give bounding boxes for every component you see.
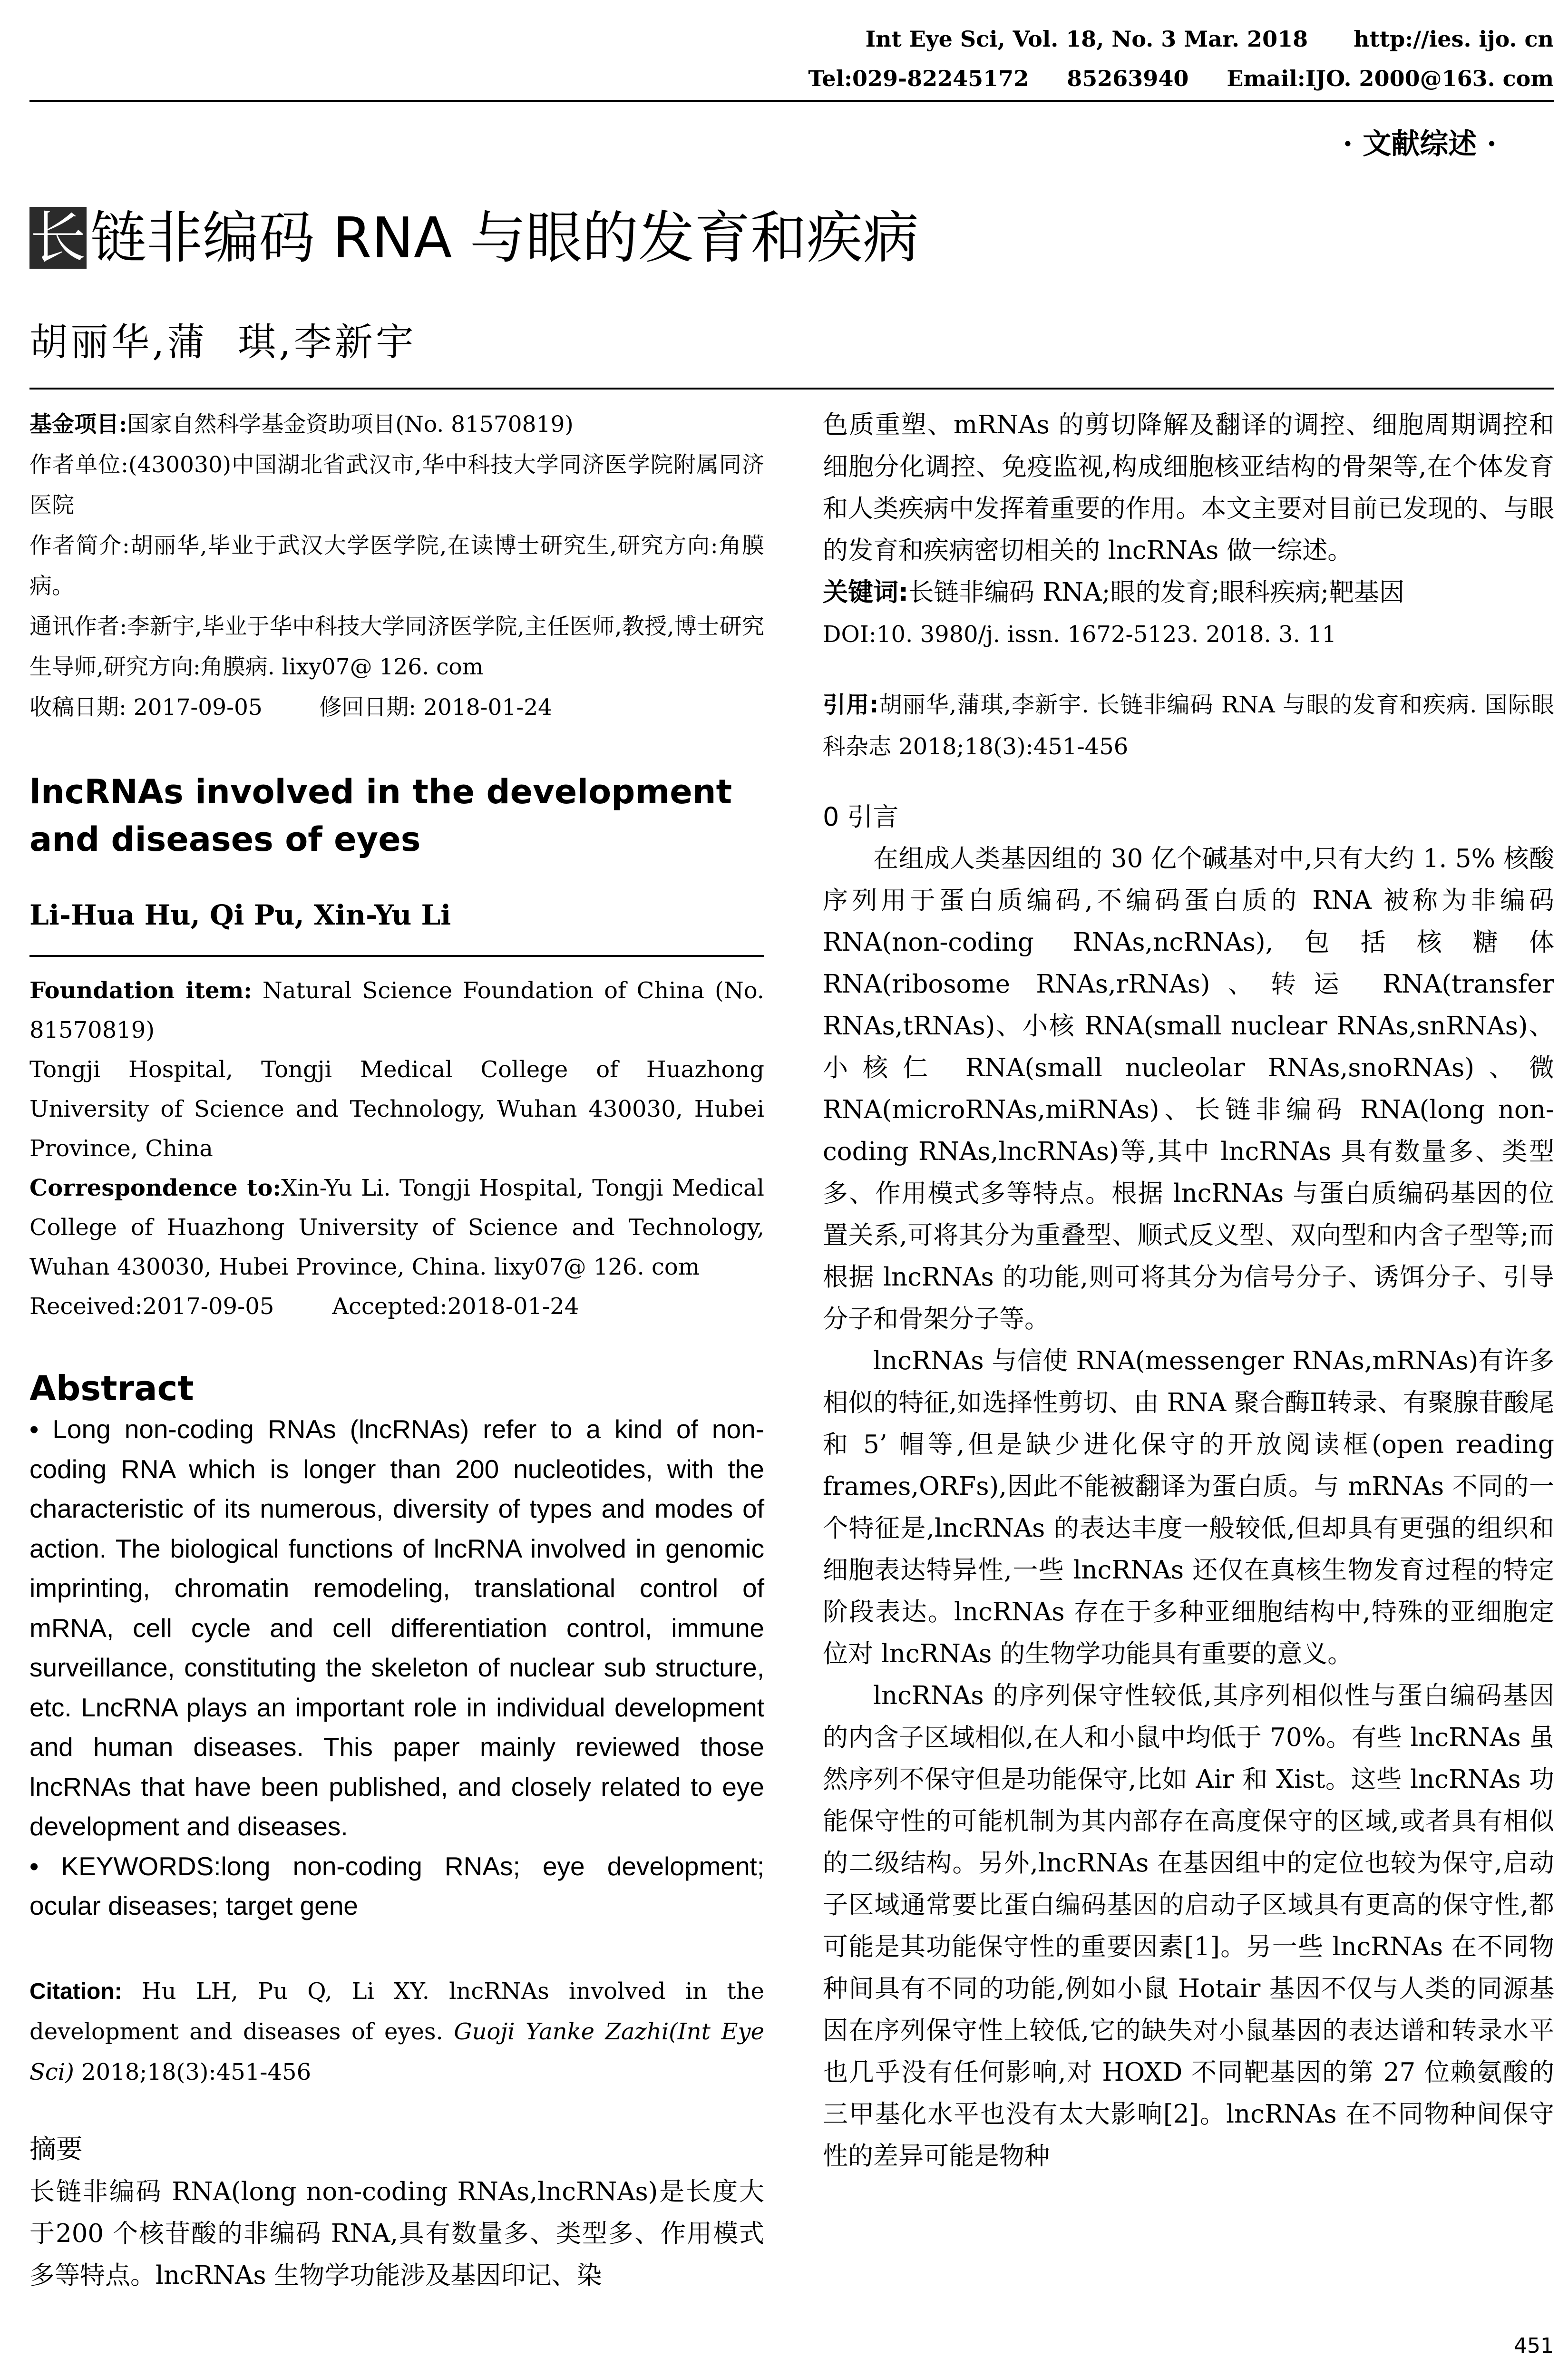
- title-rule: [29, 388, 1554, 390]
- english-info: [29, 971, 764, 1326]
- dates-cn: 收稿日期: 2017-09-05 修回日期: 2018-01-24: [29, 694, 553, 721]
- dates-en: Received:2017-09-05 Accepted:2018-01-24: [29, 1293, 579, 1320]
- abstract-heading: Abstract: [29, 1368, 194, 1408]
- header-rule: [29, 100, 1554, 102]
- left-column: [29, 404, 764, 2297]
- english-authors: Li-Hua Hu, Qi Pu, Xin-Yu Li: [29, 899, 451, 931]
- section-0-heading: 0 引言: [823, 802, 899, 832]
- doi: DOI:10. 3980/j. issn. 1672-5123. 2018. 3. 11: [823, 621, 1337, 648]
- correspondence-cn: 通讯作者:李新宇,毕业于华中科技大学同济医学院,主任医师,教授,博士研究生导师,研究方向:角膜病. lixy07@ 126. com: [29, 614, 764, 680]
- intro-paragraph-3: lncRNAs 的序列保守性较低,其序列相似性与蛋白编码基因的内含子区域相似,在人和小鼠中均低于 70%。有些 lncRNAs 虽然序列不保守但是功能保守,比如 Air 和 Xist。这些 lncRNAs 功能保守性的可能机制为其内部存在高度保守的区域,或者具有相似的二级结构。另外,lncRNAs 在基因组中的定位也较为保守,启动子区域通常要比蛋白编码基因的启动子区域具有更高的保守性,都可能是其功能保守性的重要因素[1]。另一些 lncRNAs 在不同物种间具有不同的功能,例如小鼠 Hotair 基因不仅与人类的同源基因在序列保守性上较低,它的缺失对小鼠基因的表达谱和转录水平也几乎没有任何影响,对 HOXD 不同靶基因的第 27 位赖氨酸的三甲基化水平也没有太大影响[2]。lncRNAs 在不同物种间保守性的差异可能是物种: [823, 1681, 1554, 2171]
- english-title: lncRNAs involved in the development and diseases of eyes: [29, 772, 732, 859]
- intro-paragraph-2: lncRNAs 与信使 RNA(messenger RNAs,mRNAs)有许多相似的特征,如选择性剪切、由 RNA 聚合酶Ⅱ转录、有聚腺苷酸尾和 5’ 帽等,但是缺少进化保守的开放阅读框(open reading frames,ORFs),因此不能被翻译为蛋白质。与 mRNAs 不同的一个特征是,lncRNAs 的表达丰度一般较低,但却具有更强的组织和细胞表达特异性,一些 lncRNAs 还仅在真核生物发育过程的特定阶段表达。lncRNAs 存在于多种亚细胞结构中,特殊的亚细胞定位对 lncRNAs 的生物学功能具有重要的意义。: [823, 1346, 1554, 1668]
- keywords-cn: 关键词:长链非编码 RNA;眼的发育;眼科疾病;靶基因: [823, 578, 1405, 607]
- foundation-cn: 基金项目:国家自然科学基金资助项目(No. 81570819): [29, 411, 574, 438]
- intro-paragraph-1: 在组成人类基因组的 30 亿个碱基对中,只有大约 1. 5% 核酸序列用于蛋白质编码,不编码蛋白质的 RNA 被称为非编码 RNA(non-coding RNAs,ncRNAs),包括核糖体 RNA(ribosome RNAs,rRNAs)、转运 RNA(transfer RNAs,tRNAs)、小核 RNA(small nuclear RNAs,snRNAs)、小核仁 RNA(small nucleolar RNAs,snoRNAs)、微 RNA(microRNAs,miRNAs)、长链非编码 RNA(long non-coding RNAs,lncRNAs)等,其中 lncRNAs 具有数量多、类型多、作用模式多等特点。根据 lncRNAs 与蛋白质编码基因的位置关系,可将其分为重叠型、顺式反义型、双向型和内含子型等;而根据 lncRNAs 的功能,则可将其分为信号分子、诱饵分子、引导分子和骨架分子等。: [823, 844, 1554, 1334]
- page-number: 451: [1514, 2334, 1554, 2358]
- title-rest: 链非编码 RNA 与眼的发育和疾病: [90, 205, 919, 271]
- journal-header: [0, 0, 1568, 102]
- citation-en: Citation: Hu LH, Pu Q, Li XY. lncRNAs involved in the development and diseases of eyes. Guoji Yanke Zazhi(Int Eye Sci) 2018;18(3):451-456: [29, 1978, 765, 2085]
- authors-cn: 胡丽华,蒲 琪,李新宇: [29, 320, 417, 364]
- foundation-en: Foundation item: Natural Science Foundation of China (No. 81570819): [29, 977, 765, 1043]
- correspondence-en: Correspondence to:Xin-Yu Li. Tongji Hospital, Tongji Medical College of Huazhong University of Science and Technology, Wuhan 430030, Hubei Province, China. lixy07@ 126. com: [29, 1175, 764, 1280]
- journal-header-line-2: Tel:029-82245172 85263940 Email:IJO. 2000@163. com: [808, 66, 1554, 91]
- cn-abstract-heading: 摘要: [29, 2133, 83, 2165]
- bio-cn: 作者简介:胡丽华,毕业于武汉大学医学院,在读博士研究生,研究方向:角膜病。: [29, 533, 764, 599]
- abstract-body: • Long non-coding RNAs (lncRNAs) refer to a kind of non-coding RNA which is longer than 200 nucleotides, with the characteristic of its numerous, diversity of types and modes of action. The biological functions of lncRNA involved in genomic imprinting, chromatin remodeling, translational control of mRNA, cell cycle and cell differentiation control, immune surveillance, constituting the skeleton of nuclear sub structure, etc. LncRNA plays an important role in individual development and human diseases. This paper mainly reviewed those lncRNAs that have been published, and closely related to eye development and diseases.: [29, 1414, 764, 1841]
- title-first-char: 长: [29, 205, 86, 271]
- journal-header-line-1: Int Eye Sci, Vol. 18, No. 3 Mar. 2018 http://ies. ijo. cn: [865, 26, 1554, 52]
- author-rule: [29, 955, 764, 957]
- right-column: [823, 404, 1554, 2177]
- affiliation-en: Tongji Hospital, Tongji Medical College of Huazhong University of Science and Technology, Wuhan 430030, Hubei Province, China: [29, 1056, 764, 1162]
- unit-cn: 作者单位:(430030)中国湖北省武汉市,华中科技大学同济医学院附属同济医院: [29, 452, 764, 518]
- cn-abstract-text: 长链非编码 RNA(long non-coding RNAs,lncRNAs)是长度大于200 个核苷酸的非编码 RNA,具有数量多、类型多、作用模式多等特点。lncRNAs 生物学功能涉及基因印记、染: [29, 2177, 764, 2290]
- section-tag: · 文献综述 ·: [1343, 127, 1497, 161]
- abstract-keywords: • KEYWORDS:long non-coding RNAs; eye development; ocular diseases; target gene: [29, 1851, 764, 1920]
- cn-abstract-continued: 色质重塑、mRNAs 的剪切降解及翻译的调控、细胞周期调控和细胞分化调控、免疫监视,构成细胞核亚结构的骨架等,在个体发育和人类疾病中发挥着重要的作用。本文主要对目前已发现的、与眼的发育和疾病密切相关的 lncRNAs 做一综述。: [823, 410, 1554, 565]
- citation-cn: 引用:胡丽华,蒲琪,李新宇. 长链非编码 RNA 与眼的发育和疾病. 国际眼科杂志 2018;18(3):451-456: [823, 692, 1554, 760]
- article-title: [29, 200, 919, 276]
